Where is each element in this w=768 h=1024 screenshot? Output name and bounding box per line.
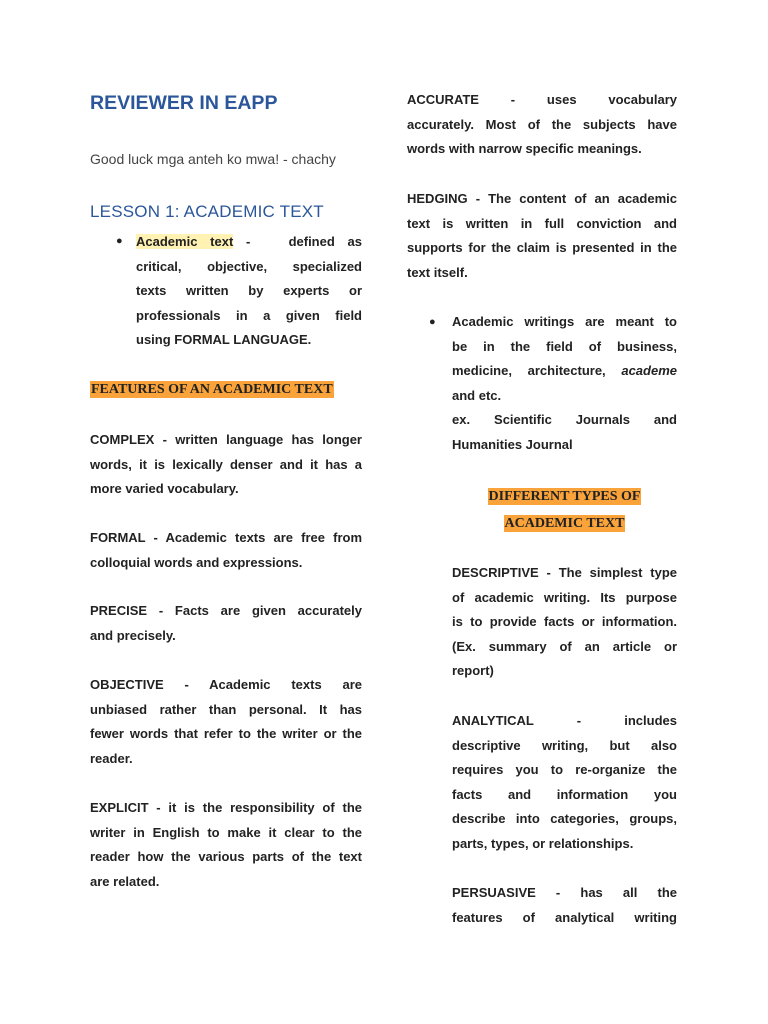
type-descriptive: DESCRIPTIVE - The simplest type of academic writing. Its purpose is to provide facts or information. (Ex. summary of an article or report) bbox=[452, 565, 677, 679]
highlighted-term: Academic text bbox=[136, 234, 234, 249]
type-analytical: ANALYTICAL - includes descriptive writing, but also requires you to re-organize the facts and information you describe into categories, groups, parts, types, or relationships. bbox=[452, 713, 677, 851]
type-persuasive: PERSUASIVE - has all the features of analytical writing bbox=[452, 885, 677, 925]
document-title: REVIEWER IN EAPP bbox=[90, 92, 278, 114]
lesson-heading: LESSON 1: ACADEMIC TEXT bbox=[90, 202, 324, 221]
types-heading: DIFFERENT TYPES OF ACADEMIC TEXT bbox=[488, 489, 641, 531]
feature-precise: PRECISE - Facts are given accurately and precisely. bbox=[90, 603, 362, 643]
feature-formal: FORMAL - Academic texts are free from colloquial words and expressions. bbox=[90, 530, 362, 570]
feature-explicit: EXPLICIT - it is the responsibility of the writer in English to make it clear to the reader how the various parts of the text are related. bbox=[90, 800, 362, 889]
bullet-icon: ● bbox=[429, 316, 436, 328]
feature-complex: COMPLEX - written language has longer words, it is lexically denser and it has a more varied vocabulary. bbox=[90, 432, 362, 497]
academic-writings-fields: Academic writings are meant to be in the field of business, medicine, architecture, academe and etc. ex. Scientific Journals and Humanities Journal bbox=[452, 314, 677, 452]
feature-hedging: HEDGING - The content of an academic text is written in full conviction and supports for the claim is presented in the text itself. bbox=[407, 191, 677, 280]
feature-objective: OBJECTIVE - Academic texts are unbiased rather than personal. It has fewer words that refer to the writer or the reader. bbox=[90, 677, 362, 766]
features-heading: FEATURES OF AN ACADEMIC TEXT bbox=[91, 382, 333, 397]
bullet-icon: ● bbox=[116, 235, 123, 247]
document-subtitle: Good luck mga anteh ko mwa! - chachy bbox=[90, 151, 336, 167]
feature-accurate: ACCURATE - uses vocabulary accurately. Most of the subjects have words with narrow specific meanings. bbox=[407, 92, 677, 157]
academic-text-definition: Academic text - defined as critical, objective, specialized texts written by experts or professionals in a given field using FORMAL LANGUAGE. bbox=[136, 234, 362, 348]
